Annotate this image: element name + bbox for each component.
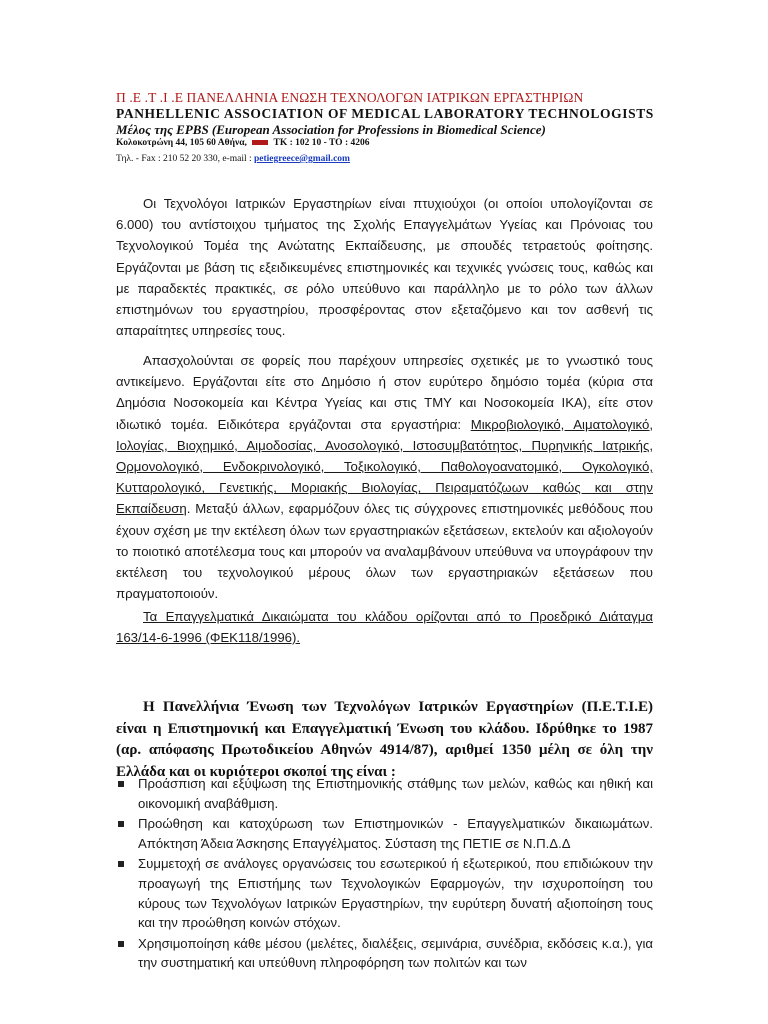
bullet-icon — [118, 781, 124, 787]
list-item — [116, 854, 653, 932]
laboratory-list: Μικροβιολογικό, Αιματολογικό, Ιολογίας, Βιοχημικό, Αιμοδοσίας, Ανοσολογικό, Ιστοσυμβατότητος, Πυρηνικής Ιατρικής, Ορμονολογικό, Ενδοκρινολογικό, Τοξικολογικό, Παθολογοανατομικό, Ογκολογικό, Κυτταρολογικό, Γενετικής, Μοριακής Βιολογίας, Πειραματόζωων καθώς και στην Εκπαίδευση — [116, 416, 653, 517]
phone-text: Τηλ. - Fax : 210 52 20 330, e-mail : — [116, 154, 252, 164]
goals-list — [116, 774, 653, 974]
list-item-text: Προάσπιση και εξύψωση της Επιστημονικής στάθμης των μελών, καθώς και ηθική και οικονομική αναβάθμιση. — [138, 776, 653, 811]
list-item-text: Προώθηση και κατοχύρωση των Επιστημονικών - Επαγγελματικών δικαιωμάτων. Απόκτηση Άδεια Άσκησης Επαγγέλματος. Σύσταση της ΠΕΤΙΕ σε Ν.Π.Δ.Δ — [138, 816, 653, 851]
association-description: Η Πανελλήνια Ένωση των Τεχνολόγων Ιατρικών Εργαστηρίων (Π.Ε.Τ.Ι.Ε) είναι η Επιστημονική και Επαγγελματική Ένωση του κλάδου. Ιδρύθηκε το 1987 (αρ. απόφασης Πρωτοδικείου Αθηνών 4914/87), αριθμεί 1350 μέλη σε όλη την Ελλάδα και οι κυριότεροι σκοποί της είναι : — [116, 699, 653, 780]
bullet-icon — [118, 861, 124, 867]
postal-code: ΤΚ : 102 10 - ΤΟ : 4206 — [273, 138, 370, 148]
paragraph-rights — [116, 606, 653, 648]
paragraph-text: Οι Τεχνολόγοι Ιατρικών Εργαστηρίων είναι πτυχιούχοι (οι οποίοι υπολογίζονται σε 6.000) του αντίστοιχου τμήματος της Σχολής Επαγγελμάτων Υγείας και Πρόνοιας του Τεχνολογικού Τομέα της Ανώτατης Εκπαίδευσης, με σπουδές τετραετούς φοίτησης. Εργάζονται με βάση τις εξειδικευμένες επιστημονικές και τεχνικές γνώσεις τους, καθώς και με παραδεκτές πρακτικές, σε ρόλο υπεύθυνο και παράλληλο με το ρόλο των άλλων επιστημόνων του εργαστηρίου, προσφέροντας στον εξεταζόμενο και τον ασθενή τις απαραίτητες υπηρεσίες τους. — [116, 196, 653, 339]
association-title-english: PANHELLENIC ASSOCIATION OF MEDICAL LABORATORY TECHNOLOGISTS — [116, 106, 654, 121]
list-item — [116, 774, 653, 813]
bullet-icon — [118, 941, 124, 947]
paragraph-intro — [116, 193, 653, 341]
paragraph-part: . Μεταξύ άλλων, εφαρμόζουν όλες τις σύγχρονες επιστημονικές μεθόδους που έχουν σχέση με την εκτέλεση όλων των εργαστηριακών εξετάσεων, εκτελούν και αξιολογούν το ποιοτικό αποτέλεσμα τους και μπορούν να αναλαμβάνουν υπεύθυνα να υπογράφουν την εκτέλεση του τεχνολογικού μέρους όλων των εργαστηριακών εξετάσεων που πραγματοποιούν. — [116, 501, 653, 602]
paragraph-text — [116, 350, 653, 604]
paragraph-text: Τα Επαγγελματικά Δικαιώματα του κλάδου ορίζονται από το Προεδρικό Διάταγμα 163/14-6-1996 (ΦΕΚ118/1996). — [116, 609, 653, 646]
paragraph-part: Απασχολούνται σε φορείς που παρέχουν υπηρεσίες σχετικές με το γνωστικό τους αντικείμενο. Εργάζονται είτε στο Δημόσιο ή στον ευρύτερο δημόσιο τομέα (κύρια στα Δημόσια Νοσοκομεία και Κέντρα Υγείας και στις ΤΜΥ και Νοσοκομεία ΙΚΑ), είτε στον ιδιωτικό τομέα. Ειδικότερα εργάζονται στα εργαστήρια: — [116, 353, 653, 432]
bullet-icon — [118, 821, 124, 827]
email-link[interactable]: petiegreece@gmail.com — [253, 154, 350, 164]
list-item-text: Συμμετοχή σε ανάλογες οργανώσεις του εσωτερικού ή εξωτερικού, που επιδιώκουν την προαγωγή της Επιστήμης των Τεχνολογικών Εφαρμογών, την ισχυροποίηση του κύρους των Τεχνολόγων Ιατρικών Εργαστηρίων, την ευρύτερη δυνατή αξιοποίηση τους και την προώθηση κοινών στόχων. — [138, 856, 653, 931]
envelope-icon — [252, 140, 268, 145]
list-item — [116, 814, 653, 853]
association-title-greek: Π .Ε .Τ .Ι .Ε ΠΑΝΕΛΛΗΝΙΑ ΕΝΩΣΗ ΤΕΧΝΟΛΟΓΩΝ ΙΑΤΡΙΚΩΝ ΕΡΓΑΣΤΗΡΙΩΝ — [116, 90, 584, 105]
address-line — [116, 138, 652, 148]
list-item-text: Χρησιμοποίηση κάθε μέσου (μελέτες, διαλέξεις, σεμινάρια, συνέδρια, εκδόσεις κ.α.), για την συστηματική και υπεύθυνη πληροφόρηση των πολιτών και των — [138, 935, 653, 971]
list-item — [116, 934, 653, 973]
paragraph-employment — [116, 350, 653, 604]
address-text: Κολοκοτρώνη 44, 105 60 Αθήνα, — [116, 138, 247, 148]
epbs-membership: Μέλος της EPBS (European Association for Professions in Biomedical Science) — [116, 122, 546, 137]
contact-line — [116, 154, 652, 164]
